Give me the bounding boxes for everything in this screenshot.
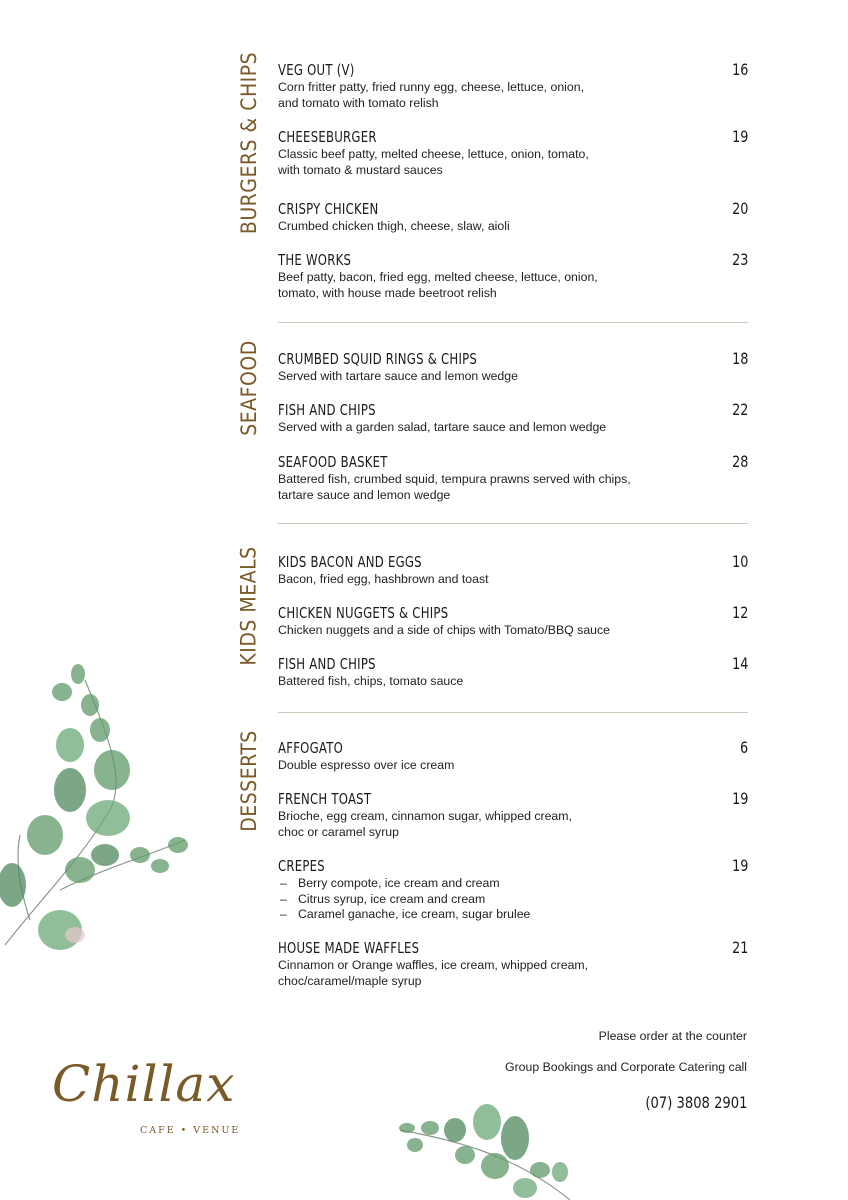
section-divider bbox=[278, 322, 748, 323]
item-description: Beef patty, bacon, fried egg, melted cheese, lettuce, onion, tomato, with house made beetroot relish bbox=[278, 270, 598, 300]
item-name: CRUMBED SQUID RINGS & CHIPS bbox=[278, 350, 478, 368]
item-price: 28 bbox=[731, 452, 748, 471]
order-note: Please order at the counter bbox=[598, 1029, 747, 1043]
item-name: FRENCH TOAST bbox=[278, 790, 372, 808]
section-title-seafood: SEAFOOD bbox=[237, 339, 262, 436]
item-price: 12 bbox=[731, 603, 748, 622]
item-description: Served with a garden salad, tartare sauce and lemon wedge bbox=[278, 420, 607, 434]
item-description: Classic beef patty, melted cheese, lettuce, onion, tomato, with tomato & mustard sauces bbox=[278, 147, 589, 177]
bookings-note: Group Bookings and Corporate Catering call bbox=[505, 1060, 747, 1074]
item-description: Chicken nuggets and a side of chips with Tomato/BBQ sauce bbox=[278, 623, 610, 637]
section-title-kids: KIDS MEALS bbox=[237, 546, 261, 666]
menu-item bbox=[278, 61, 748, 111]
menu-item bbox=[278, 553, 748, 588]
item-name: HOUSE MADE WAFFLES bbox=[278, 939, 420, 957]
item-price: 19 bbox=[731, 127, 748, 146]
item-price: 22 bbox=[731, 400, 748, 419]
menu-item bbox=[278, 200, 748, 235]
item-price: 19 bbox=[731, 789, 748, 808]
menu-item bbox=[278, 251, 748, 301]
menu-item bbox=[278, 453, 748, 503]
section-title-desserts: DESSERTS bbox=[237, 730, 262, 832]
logo-tagline: CAFE • VENUE bbox=[140, 1125, 241, 1136]
eucalyptus-branch-left-icon bbox=[0, 660, 200, 960]
item-description: Crumbed chicken thigh, cheese, slaw, aioli bbox=[278, 219, 510, 233]
menu-item bbox=[278, 857, 748, 923]
item-description: Battered fish, crumbed squid, tempura prawns served with chips, tartare sauce and lemon wedge bbox=[278, 472, 631, 502]
item-description: Bacon, fried egg, hashbrown and toast bbox=[278, 572, 489, 586]
menu-item bbox=[278, 939, 748, 989]
item-description: Cinnamon or Orange waffles, ice cream, whipped cream, choc/caramel/maple syrup bbox=[278, 958, 589, 988]
menu-item bbox=[278, 655, 748, 690]
item-price: 14 bbox=[731, 654, 748, 673]
item-description: Double espresso over ice cream bbox=[278, 758, 455, 772]
eucalyptus-branch-bottom-icon bbox=[395, 1100, 585, 1200]
menu-item bbox=[278, 604, 748, 639]
bullet-item: – Caramel ganache, ice cream, sugar brulee bbox=[278, 907, 648, 923]
section-title-burgers: BURGERS & CHIPS bbox=[237, 51, 261, 234]
item-name: CHICKEN NUGGETS & CHIPS bbox=[278, 604, 449, 622]
item-price: 20 bbox=[731, 199, 748, 218]
item-name: KIDS BACON AND EGGS bbox=[278, 553, 422, 571]
section-divider bbox=[278, 523, 748, 524]
item-name: CHEESEBURGER bbox=[278, 128, 377, 146]
phone-number: (07) 3808 2901 bbox=[644, 1093, 747, 1112]
item-name: FISH AND CHIPS bbox=[278, 655, 376, 673]
item-description: Battered fish, chips, tomato sauce bbox=[278, 674, 464, 688]
item-description: Corn fritter patty, fried runny egg, cheese, lettuce, onion, and tomato with tomato relish bbox=[278, 80, 584, 110]
item-price: 10 bbox=[731, 552, 748, 571]
menu-item bbox=[278, 739, 748, 774]
menu-item bbox=[278, 128, 748, 178]
item-price: 6 bbox=[739, 738, 748, 757]
item-name: AFFOGATO bbox=[278, 739, 344, 757]
section-divider bbox=[278, 712, 748, 713]
item-description bbox=[278, 876, 648, 923]
item-description: Served with tartare sauce and lemon wedge bbox=[278, 369, 518, 383]
item-name: VEG OUT (V) bbox=[278, 61, 355, 79]
item-name: FISH AND CHIPS bbox=[278, 401, 376, 419]
item-name: CRISPY CHICKEN bbox=[278, 200, 379, 218]
item-price: 16 bbox=[731, 60, 748, 79]
item-name: THE WORKS bbox=[278, 251, 352, 269]
bullet-item: – Citrus syrup, ice cream and cream bbox=[278, 892, 648, 908]
item-name: SEAFOOD BASKET bbox=[278, 453, 388, 471]
logo-wordmark: Chillax bbox=[52, 1055, 236, 1113]
item-price: 21 bbox=[731, 938, 748, 957]
menu-item bbox=[278, 790, 748, 840]
bullet-item: – Berry compote, ice cream and cream bbox=[278, 876, 648, 892]
chillax-logo bbox=[52, 1055, 252, 1145]
item-price: 18 bbox=[731, 349, 748, 368]
menu-item bbox=[278, 401, 748, 436]
item-price: 19 bbox=[731, 856, 748, 875]
menu-item bbox=[278, 350, 748, 385]
item-description: Brioche, egg cream, cinnamon sugar, whipped cream, choc or caramel syrup bbox=[278, 809, 572, 839]
item-name: CREPES bbox=[278, 857, 325, 875]
item-price: 23 bbox=[731, 250, 748, 269]
